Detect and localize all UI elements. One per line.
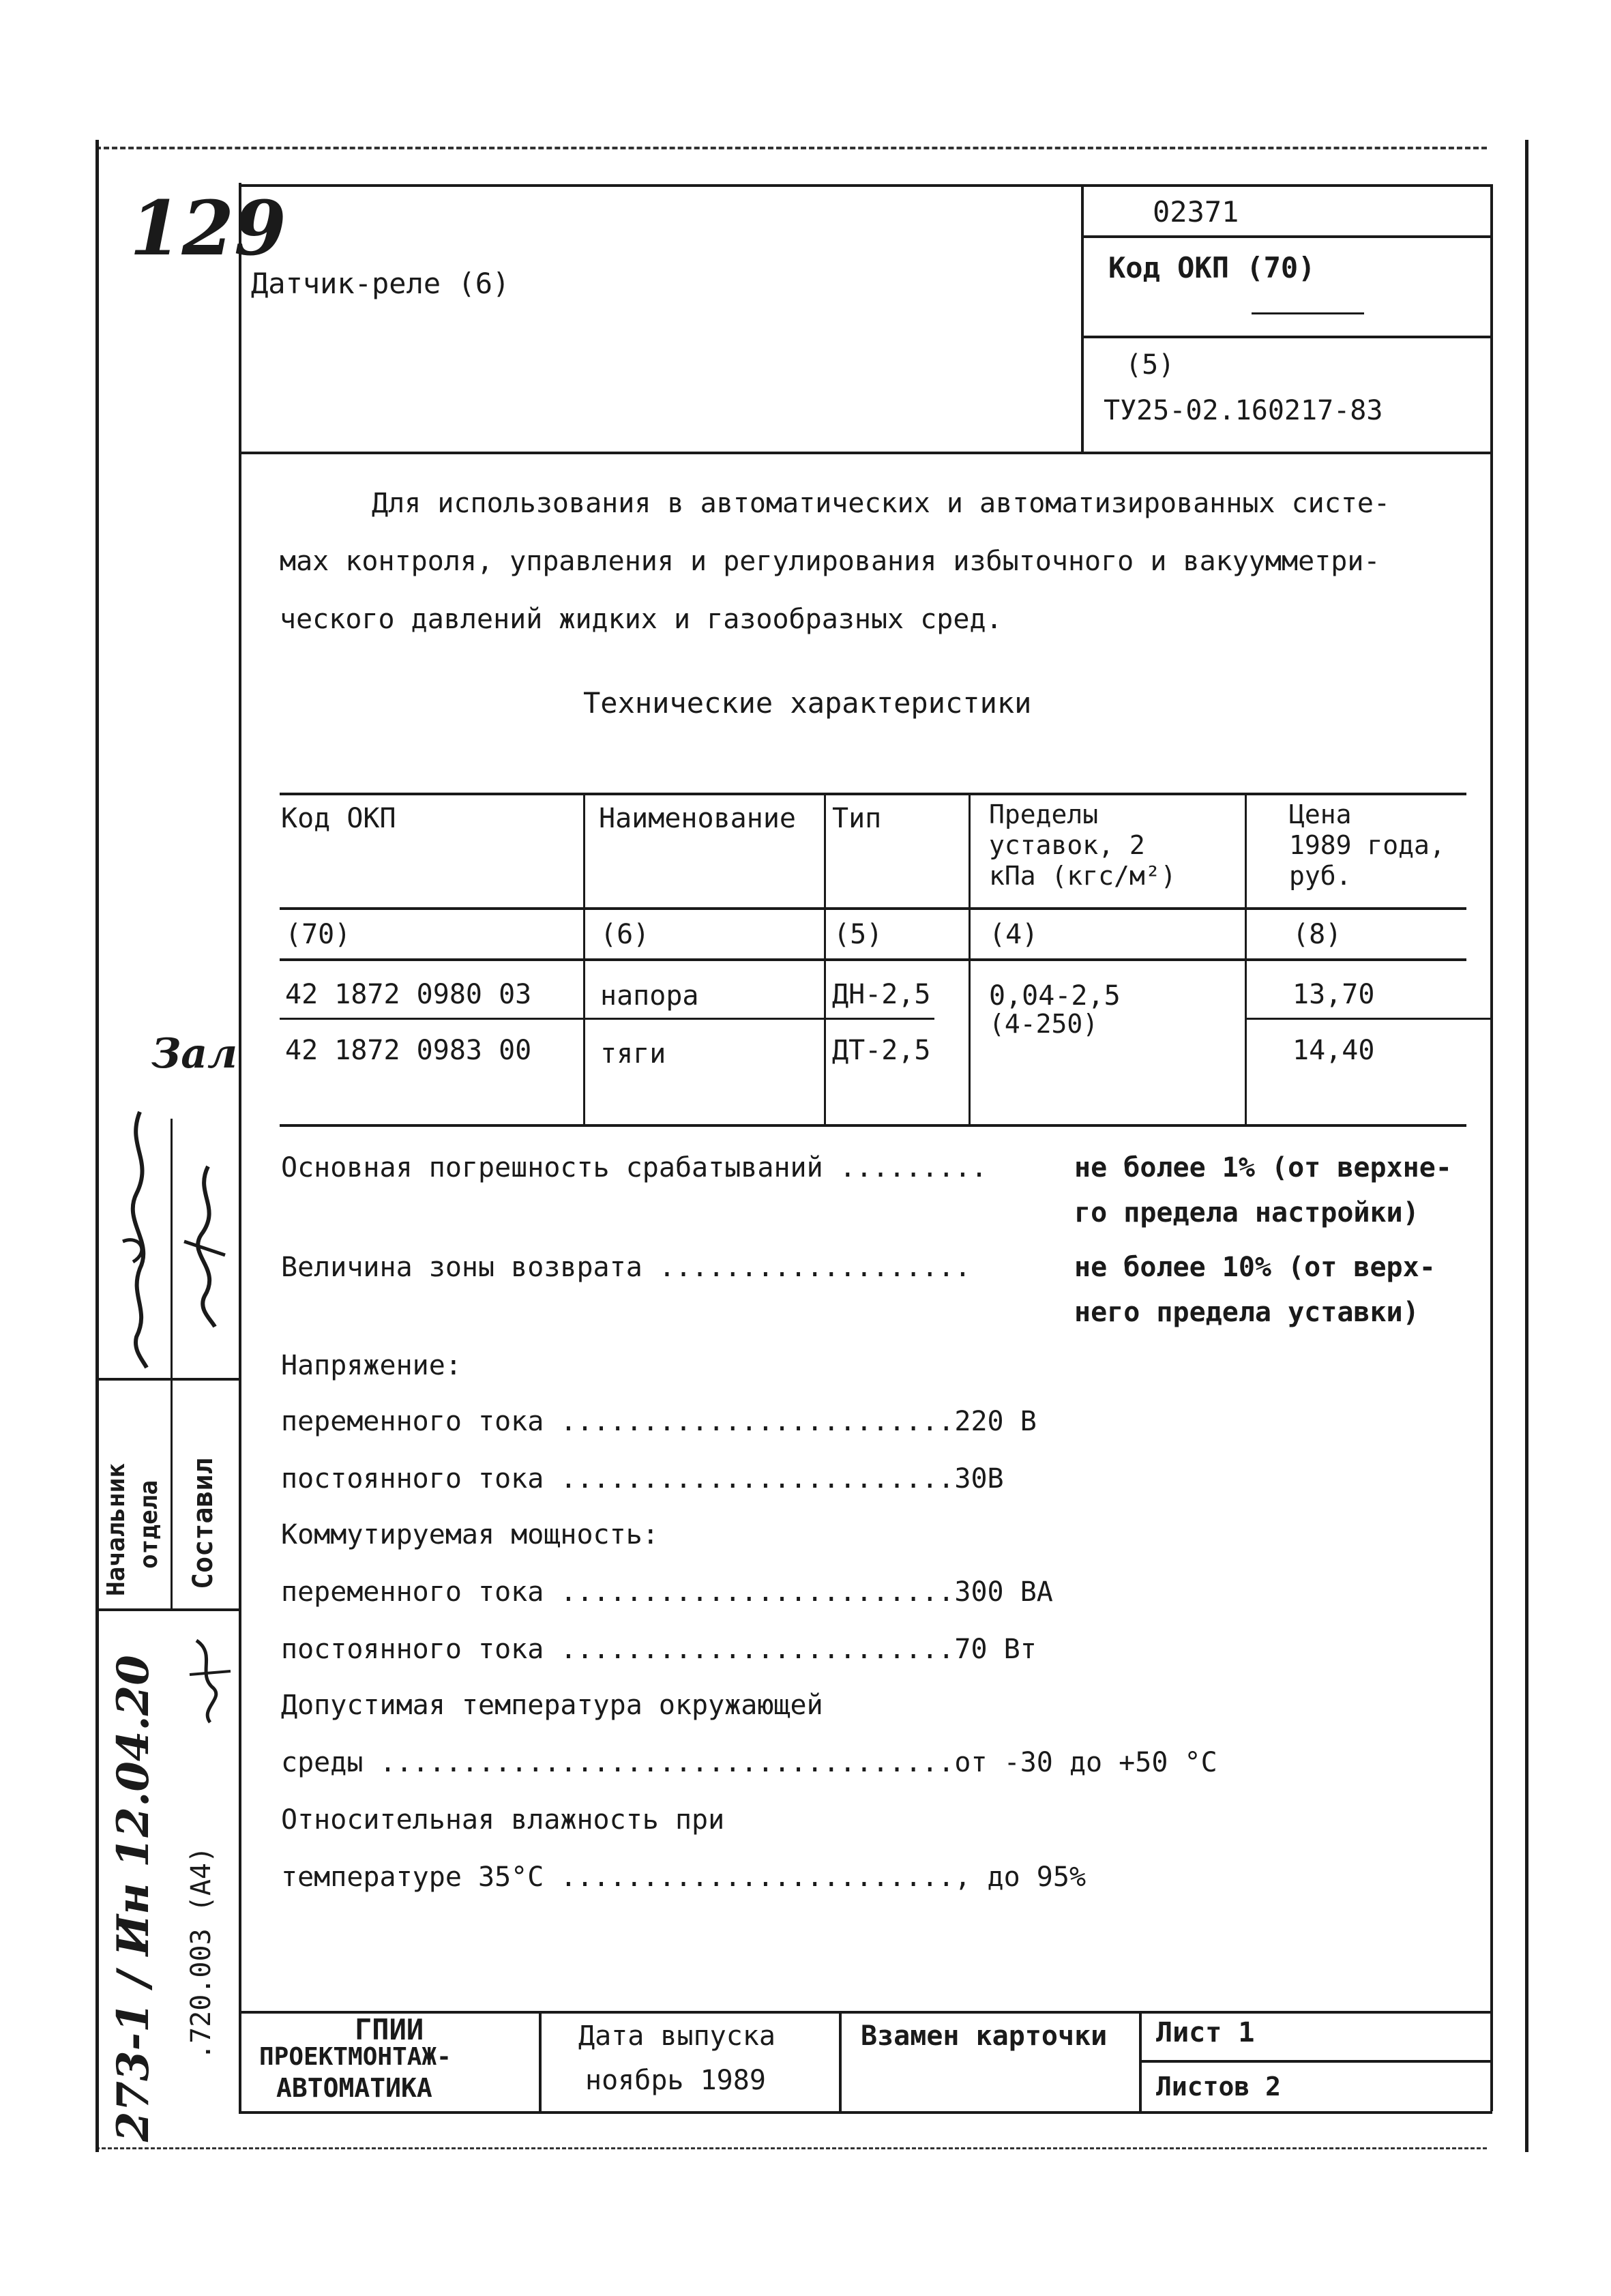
power-heading: Коммутируемая мощность: <box>281 1519 659 1550</box>
row-type: ДН-2,5 <box>832 979 931 1010</box>
return-zone-value-2: него предела уставки) <box>1074 1297 1419 1328</box>
specs-title: Технические характеристики <box>583 686 1032 720</box>
stamp-org-2: ПРОЕКТМОНТАЖ- <box>259 2043 452 2071</box>
description-line-1: Для использования в автоматических и автоматизированных систе- <box>372 488 1391 519</box>
temperature-value: среды ...................................от -30 до +50 °С <box>281 1747 1217 1778</box>
col-header-price-2: 1989 года, <box>1289 830 1445 860</box>
stamp-org-3: АВТОМАТИКА <box>276 2073 432 2103</box>
field-number-code: (70) <box>285 919 351 950</box>
head-of-department-label-2: отдела <box>135 1480 163 1569</box>
col-header-limits-3: кПа (кгс/м²) <box>989 861 1177 891</box>
compiled-by-label: Составил <box>188 1458 219 1589</box>
product-name: Датчик-реле (6) <box>251 267 510 300</box>
return-zone-value-1: не более 10% (от верх- <box>1074 1252 1436 1283</box>
side-stamp-line-1 <box>95 1378 240 1381</box>
row-code: 42 1872 0980 03 <box>285 979 532 1010</box>
power-dc: постоянного тока ........................70 Вт <box>281 1634 1037 1665</box>
handwritten-mark: Зал <box>151 1030 238 1078</box>
col-header-type: Тип <box>832 803 882 834</box>
header-right-line-1 <box>1081 235 1492 238</box>
stamp-top-border <box>239 2011 1492 2014</box>
issue-date-label: Дата выпуска <box>578 2020 775 2052</box>
okp-code-label: Код ОКП (70) <box>1108 251 1316 284</box>
side-stamp-divider <box>171 1119 173 1610</box>
left-page-edge <box>95 140 99 2152</box>
voltage-dc: постоянного тока ........................30В <box>281 1463 1004 1495</box>
col-header-limits-1: Пределы <box>989 799 1099 829</box>
table-col-divider-3 <box>969 793 971 1125</box>
field-number-limits: (4) <box>989 919 1039 950</box>
table-top-border <box>280 793 1466 795</box>
stamp-sheet-divider <box>1139 2060 1492 2063</box>
stamp-divider-2 <box>839 2011 842 2113</box>
humidity-value: температуре 35°С ........................, до 95% <box>281 1861 1087 1893</box>
field-number-price: (8) <box>1292 919 1342 950</box>
table-col-divider-1 <box>583 793 585 1125</box>
page-number-handwritten: 129 <box>130 184 286 272</box>
temperature-heading: Допустимая температура окружающей <box>281 1690 823 1721</box>
row-type: ДТ-2,5 <box>832 1035 931 1066</box>
voltage-ac: переменного тока ........................220 В <box>281 1406 1037 1437</box>
accuracy-label: Основная погрешность срабатываний ......... <box>281 1152 988 1183</box>
row-code: 42 1872 0983 00 <box>285 1035 532 1066</box>
row-price: 14,40 <box>1292 1035 1375 1066</box>
card-code-number: 02371 <box>1153 195 1239 229</box>
tu-field-label: (5) <box>1125 349 1175 381</box>
side-stamp-line-2 <box>95 1608 240 1611</box>
table-bottom-border <box>280 1124 1466 1127</box>
header-bottom-border <box>239 452 1492 454</box>
header-divider <box>1081 184 1084 453</box>
sheet-count: Листов 2 <box>1156 2072 1282 2102</box>
table-header-border <box>280 907 1466 910</box>
col-header-limits-2: уставок, 2 <box>989 830 1145 860</box>
field-number-name: (6) <box>600 919 650 950</box>
power-ac: переменного тока ........................300 ВА <box>281 1576 1053 1608</box>
description-line-3: ческого давлений жидких и газообразных сред. <box>280 604 1003 635</box>
row-name: тяги <box>600 1038 666 1070</box>
col-header-price-1: Цена <box>1289 799 1352 829</box>
handwritten-margin-note: 273-1 / Ин 12.04.20 <box>108 1655 159 2142</box>
accuracy-value-1: не более 1% (от верхне- <box>1074 1152 1452 1183</box>
row-name: напора <box>600 980 699 1012</box>
card-left-border <box>239 183 241 2113</box>
description-line-2: мах контроля, управления и регулирования избыточного и вакуумметри- <box>280 546 1380 577</box>
col-header-code: Код ОКП <box>281 803 396 834</box>
voltage-heading: Напряжение: <box>281 1350 462 1381</box>
row-price: 13,70 <box>1292 979 1375 1010</box>
okp-code-blank-line <box>1252 312 1364 314</box>
stamp-bottom-border <box>239 2111 1492 2114</box>
limits-value-1: 0,04-2,5 <box>989 980 1121 1012</box>
card-right-border <box>1490 184 1493 2111</box>
issue-date-value: ноябрь 1989 <box>585 2065 766 2096</box>
humidity-heading: Относительная влажность при <box>281 1804 725 1836</box>
date-signature <box>183 1634 237 1729</box>
format-code: .720.003 (А4) <box>186 1846 217 2060</box>
tu-value: ТУ25-02.160217-83 <box>1104 395 1383 426</box>
head-signature <box>113 1105 167 1371</box>
col-header-price-3: руб. <box>1289 861 1352 891</box>
field-number-type: (5) <box>833 919 883 950</box>
accuracy-value-2: го предела настройки) <box>1074 1197 1419 1228</box>
stamp-org-1: ГПИИ <box>355 2013 424 2046</box>
limits-value-2: (4-250) <box>989 1009 1099 1039</box>
right-page-edge <box>1525 140 1528 2152</box>
table-fieldnum-border <box>280 958 1466 961</box>
top-edge-dashes <box>95 147 1487 149</box>
return-zone-label: Величина зоны возврата ................... <box>281 1252 971 1283</box>
head-of-department-label-1: Начальник <box>102 1462 130 1596</box>
card-top-border <box>239 184 1492 187</box>
sheet-number: Лист 1 <box>1156 2017 1255 2048</box>
replaces-card-label: Взамен карточки <box>861 2020 1108 2052</box>
stamp-divider-1 <box>539 2011 542 2113</box>
table-col-divider-4 <box>1245 793 1247 1125</box>
header-right-line-2 <box>1081 336 1492 338</box>
col-header-name: Наименование <box>599 803 796 834</box>
table-row1-border <box>280 1018 934 1020</box>
bottom-edge-dashes <box>95 2147 1487 2149</box>
table-col-divider-2 <box>824 793 826 1125</box>
compiler-signature <box>174 1160 235 1330</box>
table-row1-border-price <box>1245 1018 1490 1020</box>
